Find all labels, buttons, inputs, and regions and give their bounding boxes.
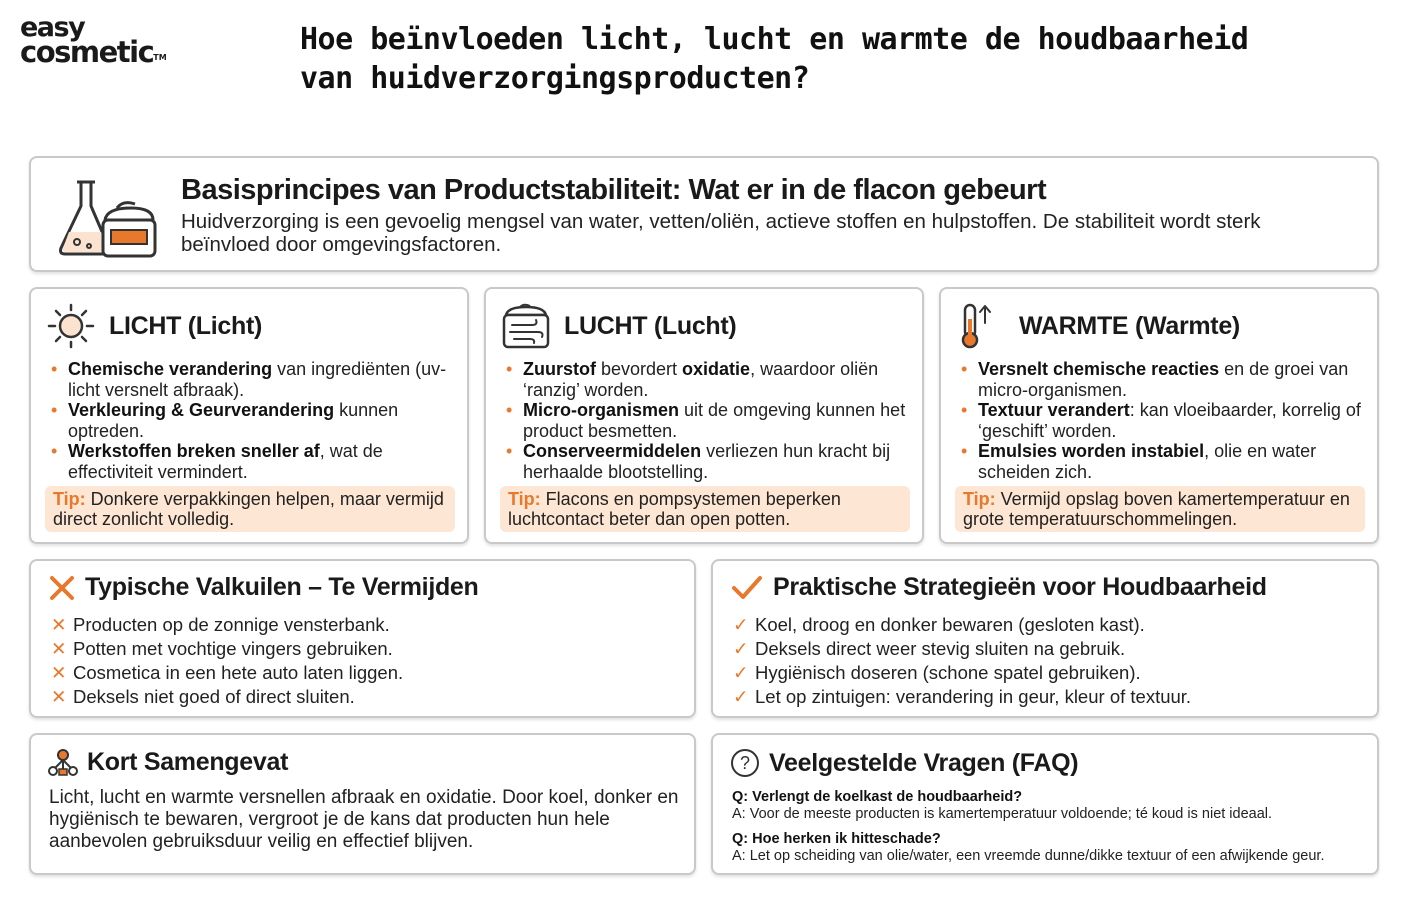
cross-icon: ✕ [51, 686, 67, 707]
list-item: ✕ Cosmetica in een hete auto laten liggen. [51, 662, 404, 683]
list-item: • Chemische verandering van ingrediënten (uv-licht versnelt afbraak). [51, 359, 451, 400]
factor-header [500, 303, 736, 349]
brand-logo [20, 12, 190, 69]
check-icon: ✓ [733, 614, 749, 635]
factor-card-licht [29, 287, 469, 544]
list-item: • Emulsies worden instabiel, olie en water scheiden zich. [961, 441, 1361, 482]
faq-question: Q: Hoe herken ik hitteschade? [732, 831, 941, 847]
faq-heading: Veelgestelde Vragen (FAQ) [769, 748, 1079, 777]
summary-card [29, 733, 696, 875]
tip-box: Tip: Vermijd opslag boven kamertemperatuur en grote temperatuurschommelingen. [955, 486, 1365, 532]
list-item: ✓ Deksels direct weer stevig sluiten na gebruik. [733, 638, 1126, 659]
thermometer-icon [955, 303, 1007, 349]
check-icon: ✓ [733, 638, 749, 659]
check-icon [731, 575, 763, 601]
factor-list [961, 359, 1361, 482]
brand-line1: easy [20, 12, 85, 43]
factor-card-lucht [484, 287, 924, 544]
factor-header [45, 303, 262, 349]
list-item: • Verkleuring & Geurverandering kunnen optreden. [51, 400, 451, 441]
intro-heading: Basisprincipes van Productstabiliteit: Wat er in de flacon gebeurt [181, 174, 1047, 206]
strategies-list [733, 613, 1191, 709]
factor-heading: LICHT (Licht) [109, 311, 263, 340]
factor-heading: WARMTE (Warmte) [1019, 311, 1240, 340]
lab-flask-cream-jar-icon [51, 174, 159, 260]
cross-icon: ✕ [51, 662, 67, 683]
factor-list [506, 359, 906, 482]
faq-answer: A: Voor de meeste producten is kamertemperatuur voldoende; té koud is niet ideaal. [732, 806, 1273, 822]
list-item: • Versnelt chemische reacties en de groei van micro-organismen. [961, 359, 1361, 400]
faq-header [729, 747, 1078, 779]
question-icon [729, 747, 761, 779]
pitfalls-list [51, 613, 403, 709]
page-title: Hoe beïnvloeden licht, lucht en warmte de houdbaarheid van huidverzorgingsproducten? [300, 22, 1249, 96]
factor-list [51, 359, 451, 482]
list-item: • Textuur verandert: kan vloeibaarder, korrelig of ‘geschift’ worden. [961, 400, 1361, 441]
check-icon: ✓ [733, 662, 749, 683]
strategies-card [711, 559, 1379, 718]
sun-icon [45, 303, 97, 349]
list-item: ✓ Koel, droog en donker bewaren (gesloten kast). [733, 614, 1145, 635]
air-jar-icon [500, 303, 552, 349]
tip-box: Tip: Flacons en pompsystemen beperken luchtcontact beter dan open potten. [500, 486, 910, 532]
network-icon [47, 747, 79, 777]
factor-card-warmte [939, 287, 1379, 544]
faq-question: Q: Verlengt de koelkast de houdbaarheid? [732, 789, 1023, 805]
pitfalls-header [49, 573, 479, 602]
faq-item [732, 789, 1372, 823]
svg-text:?: ? [739, 753, 751, 773]
summary-heading: Kort Samengevat [87, 747, 289, 776]
cross-icon: ✕ [51, 638, 67, 659]
intro-text: Huidverzorging is een gevoelig mengsel van water, vetten/oliën, actieve stoffen en hulpstoffen. De stabiliteit wordt sterk beïnvloed door omgevingsfactoren. [181, 210, 1261, 256]
faq-item [732, 831, 1372, 865]
list-item: ✓ Hygiënisch doseren (schone spatel gebruiken). [733, 662, 1141, 683]
list-item: • Werkstoffen breken sneller af, wat de effectiviteit vermindert. [51, 441, 451, 482]
pitfalls-card [29, 559, 696, 718]
faq-answer: A: Let op scheiding van olie/water, een vreemde dunne/dikke textuur of een afwijkende geur. [732, 848, 1325, 864]
factor-heading: LUCHT (Lucht) [564, 311, 737, 340]
faq-card [711, 733, 1379, 875]
list-item: • Zuurstof bevordert oxidatie, waardoor oliën ‘ranzig’ worden. [506, 359, 906, 400]
strategies-heading: Praktische Strategieën voor Houdbaarheid [773, 573, 1267, 601]
summary-text: Licht, lucht en warmte versnellen afbraak en oxidatie. Door koel, donker en hygiënisch te bewaren, vergroot je de kans dat producten hun hele aanbevolen gebruiksduur veilig en effectief blijven. [49, 787, 679, 852]
list-item: ✕ Deksels niet goed of direct sluiten. [51, 686, 355, 707]
brand-line2: cosmetic™ [20, 35, 167, 69]
summary-header [47, 747, 288, 777]
cross-icon: ✕ [51, 614, 67, 635]
list-item: ✕ Potten met vochtige vingers gebruiken. [51, 638, 393, 659]
list-item: ✓ Let op zintuigen: verandering in geur, kleur of textuur. [733, 686, 1192, 707]
strategies-header [731, 573, 1267, 602]
list-item: • Conserveermiddelen verliezen hun kracht bij herhaalde blootstelling. [506, 441, 906, 482]
intro-card [29, 156, 1379, 272]
factor-header [955, 303, 1240, 349]
brand-trademark: TM [153, 53, 167, 62]
pitfalls-heading: Typische Valkuilen – Te Vermijden [85, 573, 479, 601]
cross-icon [49, 575, 75, 601]
list-item: ✕ Producten op de zonnige vensterbank. [51, 614, 390, 635]
tip-box: Tip: Donkere verpakkingen helpen, maar vermijd direct zonlicht volledig. [45, 486, 455, 532]
check-icon: ✓ [733, 686, 749, 707]
list-item: • Micro-organismen uit de omgeving kunnen het product besmetten. [506, 400, 906, 441]
